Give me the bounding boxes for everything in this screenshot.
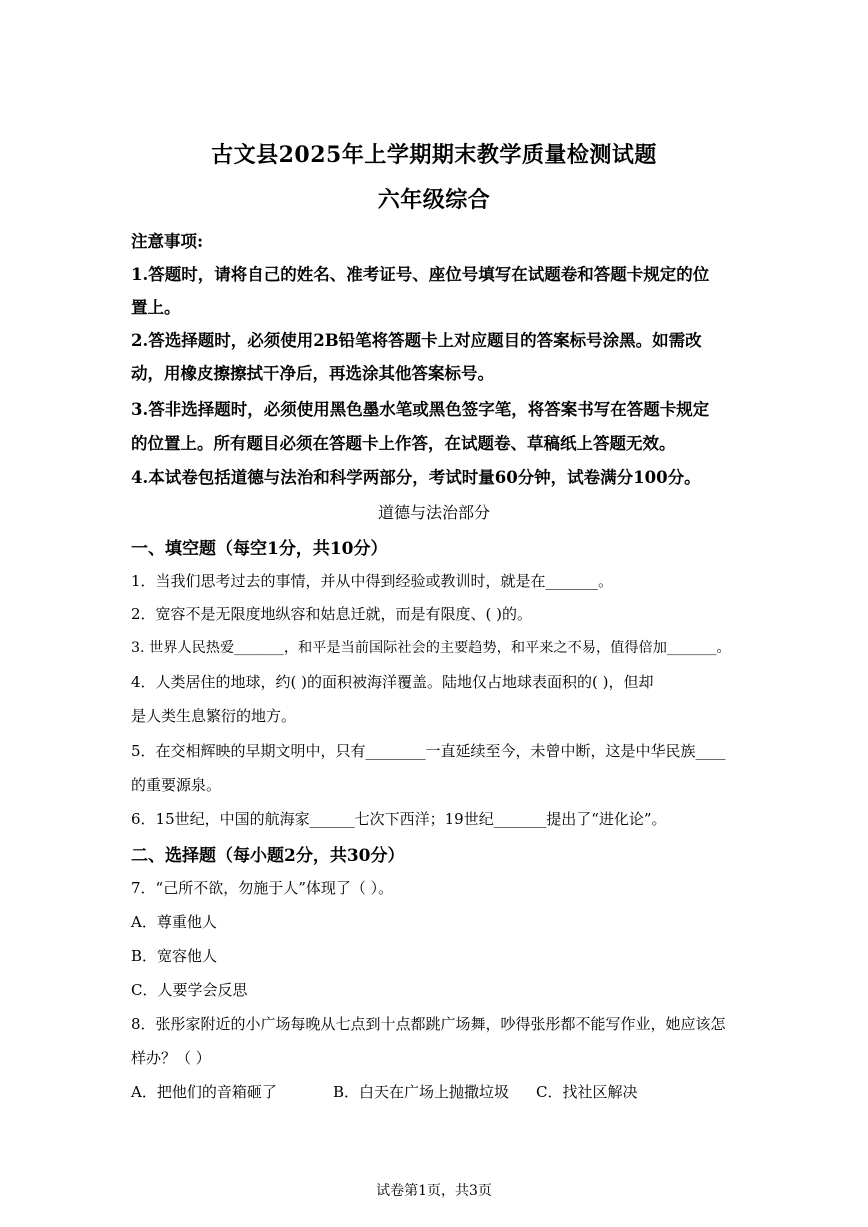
option-line: B．宽容他人 [131, 947, 218, 965]
part-title: 道德与法治部分 [377, 503, 490, 522]
q8-option-c: C．找社区解决 [536, 1083, 638, 1101]
question-line: 是人类生息繁衍的地方。 [131, 707, 297, 725]
notice-line: 3.答非选择题时，必须使用黑色墨水笔或黑色签字笔，将答案书写在答题卡规定 [131, 400, 710, 419]
question-line: 1．当我们思考过去的事情，并从中得到经验或教训时，就是在_______。 [131, 572, 614, 590]
section1-heading: 一、填空题（每空1分，共10分） [131, 539, 388, 559]
option-line: A．尊重他人 [131, 913, 217, 931]
section2-heading: 二、选择题（每小题2分，共30分） [131, 846, 405, 866]
question-line: 7．“己所不欲，勿施于人”体现了（ ）。 [131, 879, 394, 897]
question-line: 5．在交相辉映的早期文明中，只有________一直延续至今，未曾中断，这是中华民族____ [131, 742, 726, 760]
notice-line: 动，用橡皮擦擦拭干净后，再选涂其他答案标号。 [131, 364, 494, 383]
exam-title: 古文县2025年上学期期末教学质量检测试题 [211, 142, 657, 168]
notice-heading: 注意事项: [131, 232, 204, 251]
notice-line: 1.答题时，请将自己的姓名、准考证号、座位号填写在试题卷和答题卡规定的位 [131, 265, 710, 284]
question-line: 4．人类居住的地球，约( )的面积被海洋覆盖。陆地仅占地球表面积的( )，但却 [131, 673, 654, 691]
question-line: 2．宽容不是无限度地纵容和姑息迁就，而是有限度、( )的。 [131, 605, 533, 623]
question-line: 的重要源泉。 [131, 776, 222, 794]
option-line: C．人要学会反思 [131, 981, 248, 999]
exam-subtitle: 六年级综合 [377, 187, 491, 213]
notice-line: 置上。 [131, 298, 181, 317]
question-line: 6．15世纪，中国的航海家______七次下西洋；19世纪_______提出了“进化论”。 [131, 810, 667, 828]
question-line: 3. 世界人民热爱_______，和平是当前国际社会的主要趋势，和平来之不易，值得倍加_______。 [131, 640, 731, 656]
q8-option-a: A．把他们的音箱砸了 [131, 1083, 277, 1101]
notice-line: 4.本试卷包括道德与法治和科学两部分，考试时量60分钟，试卷满分100分。 [131, 468, 701, 487]
question-line: 8．张彤家附近的小广场每晚从七点到十点都跳广场舞，吵得张彤都不能写作业，她应该怎 [131, 1015, 726, 1033]
question-line: 样办？（ ） [131, 1049, 211, 1067]
notice-line: 的位置上。所有题目必须在答题卡上作答，在试题卷、草稿纸上答题无效。 [131, 434, 676, 453]
notice-line: 2.答选择题时，必须使用2B铅笔将答题卡上对应题目的答案标号涂黑。如需改 [131, 331, 702, 350]
q8-option-b: B．白天在广场上抛撒垃圾 [333, 1083, 510, 1101]
page-footer: 试卷第1页，共3页 [376, 1183, 492, 1199]
